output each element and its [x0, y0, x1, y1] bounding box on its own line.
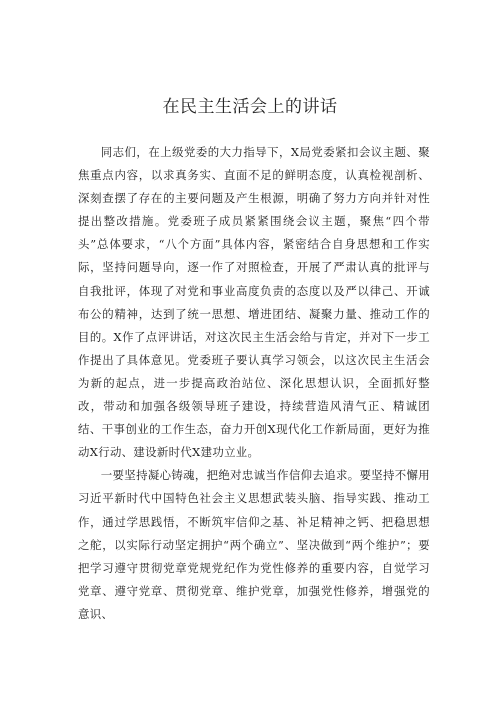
document-title: 在民主生活会上的讲话: [162, 97, 338, 117]
document-body: [78, 141, 430, 626]
paragraph-intro: 同志们，在上级党委的大力指导下，X局党委紧扣会议主题、聚焦重点内容，以求真务实、直面不足的鲜明态度，认真检视剖析、深刻查摆了存在的主要问题及产生根源，明确了努力方向并针对性提出整改措施。党委班子成员紧紧围绕会议主题，聚焦“四个带头”总体要求，“八个方面”具体内容，紧密结合自身思想和工作实际，坚持问题导向，逐一作了对照检查，开展了严肃认真的批评与自我批评，体现了对党和事业高度负责的态度以及严以律己、开诚布公的精神，达到了统一思想、增进团结、凝聚力量、推动工作的目的。X作了点评讲话，对这次民主生活会给与肯定，并对下一步工作提出了具体意见。党委班子要认真学习领会，以这次民主生活会为新的起点，进一步提高政治站位、深化思想认识，全面抓好整改，带动和加强各级领导班子建设，持续营造风清气正、精诚团结、干事创业的工作生态，奋力开创X现代化工作新局面，更好为推动X行动、建设新时代X建功立业。: [78, 145, 430, 460]
paragraph-point-one: 一要坚持凝心铸魂，把绝对忠诚当作信仰去追求。要坚持不懈用习近平新时代中国特色社会主义思想武装头脑、指导实践、推动工作，通过学思践悟，不断筑牢信仰之基、补足精神之钙、把稳思想之舵，以实际行动坚定拥护“两个确立”、坚决做到“两个维护”；要把学习遵守贯彻党章党规党纪作为党性修养的重要内容，自觉学习党章、遵守党章、贯彻党章、维护党章，加强党性修养，增强党的意识、: [78, 468, 430, 621]
